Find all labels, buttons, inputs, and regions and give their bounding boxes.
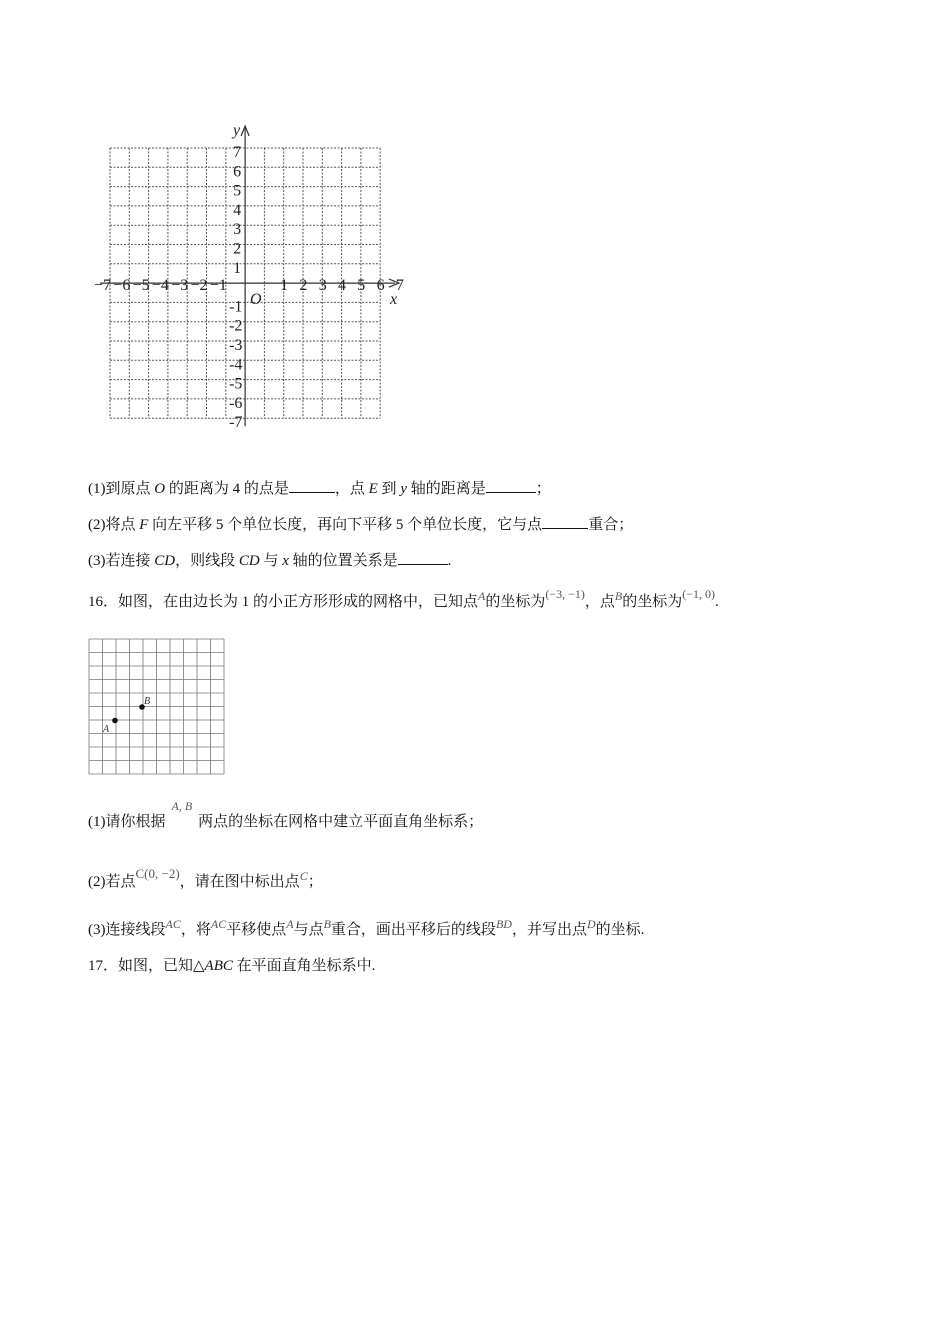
y-tick-labels-positive xyxy=(233,144,241,277)
x-tick-label: 2 xyxy=(299,277,308,295)
y-axis-label: y xyxy=(233,122,241,139)
origin-label: O xyxy=(250,291,262,308)
q15-part3: (3)若连接 CD，则线段 CD 与 x 轴的位置关系是 . xyxy=(88,550,451,571)
x-tick-label: 7 xyxy=(395,277,404,295)
q16-part3: (3)连接线段$^{AC}$，将$^{AC}$平移使点$^A$与点$^B$重合，画出平移后的线段$^{BD}$，并写出点$^D$的坐标. xyxy=(88,917,645,938)
q16-part1: (1)请你根据$^{A, B}$两点的坐标在网格中建立平面直角坐标系； xyxy=(88,799,484,830)
y-tick-label: 3 xyxy=(233,221,242,239)
x-tick-label: −2 xyxy=(190,277,208,295)
y-tick-label: 7 xyxy=(233,144,242,161)
grid2-lines xyxy=(89,639,224,774)
answer-blank[interactable] xyxy=(542,514,588,529)
y-tick-label: -7 xyxy=(229,414,243,432)
coordinate-grid-figure xyxy=(80,118,410,438)
q17-stem: 17．如图，已知△ABC 在平面直角坐标系中. xyxy=(88,958,376,974)
q15-part1: (1)到原点 O 的距离为 4 的点是 ，点 E 到 y 轴的距离是 ； xyxy=(88,478,551,499)
x-tick-labels-positive xyxy=(280,277,404,294)
y-tick-label: 6 xyxy=(233,163,242,181)
x-tick-label: −1 xyxy=(209,277,227,295)
y-tick-labels-negative xyxy=(229,298,242,431)
y-tick-label: -5 xyxy=(229,375,243,393)
x-tick-label: −3 xyxy=(171,277,189,295)
q16-stem: 16．如图，在由边长为 1 的小正方形形成的网格中，已知点$^A$的坐标为$^{(-3, -1)}$，点$^B$的坐标为$^{(-1, 0)}$. xyxy=(88,587,719,610)
x-tick-labels-negative xyxy=(94,277,227,294)
x-tick-label: −7 xyxy=(94,277,112,295)
y-tick-label: 2 xyxy=(233,240,242,258)
q16-part2: (2)若点C(0, −2)，请在图中标出点$^C$； xyxy=(88,866,323,890)
y-tick-label: 5 xyxy=(233,182,242,200)
y-tick-label: -1 xyxy=(229,298,243,316)
x-axis-label: x xyxy=(390,291,398,308)
point-b-label: B xyxy=(144,696,151,707)
x-tick-label: −6 xyxy=(113,277,131,295)
y-tick-label: -6 xyxy=(229,394,243,412)
y-tick-label: -2 xyxy=(229,317,243,335)
answer-blank[interactable] xyxy=(398,550,448,565)
grid1-axes xyxy=(100,126,399,426)
x-tick-label: 5 xyxy=(357,277,366,295)
x-tick-label: 4 xyxy=(338,277,346,295)
answer-blank[interactable] xyxy=(289,478,335,493)
point-a xyxy=(112,718,118,724)
x-tick-label: −5 xyxy=(132,277,150,295)
y-tick-label: 1 xyxy=(233,259,242,277)
x-tick-label: 3 xyxy=(318,277,327,295)
small-grid-figure xyxy=(86,636,226,778)
y-tick-label: 4 xyxy=(233,201,242,219)
y-tick-label: -3 xyxy=(229,337,243,354)
y-tick-label: -4 xyxy=(229,356,243,374)
point-a-label: A xyxy=(103,724,110,735)
q15-part2: (2)将点 F 向左平移 5 个单位长度，再向下平移 5 个单位长度，它与点 重合； xyxy=(88,514,633,535)
answer-blank[interactable] xyxy=(486,478,536,493)
x-tick-label: −4 xyxy=(151,277,169,295)
x-tick-label: 6 xyxy=(376,277,385,295)
x-tick-label: 1 xyxy=(280,277,289,295)
